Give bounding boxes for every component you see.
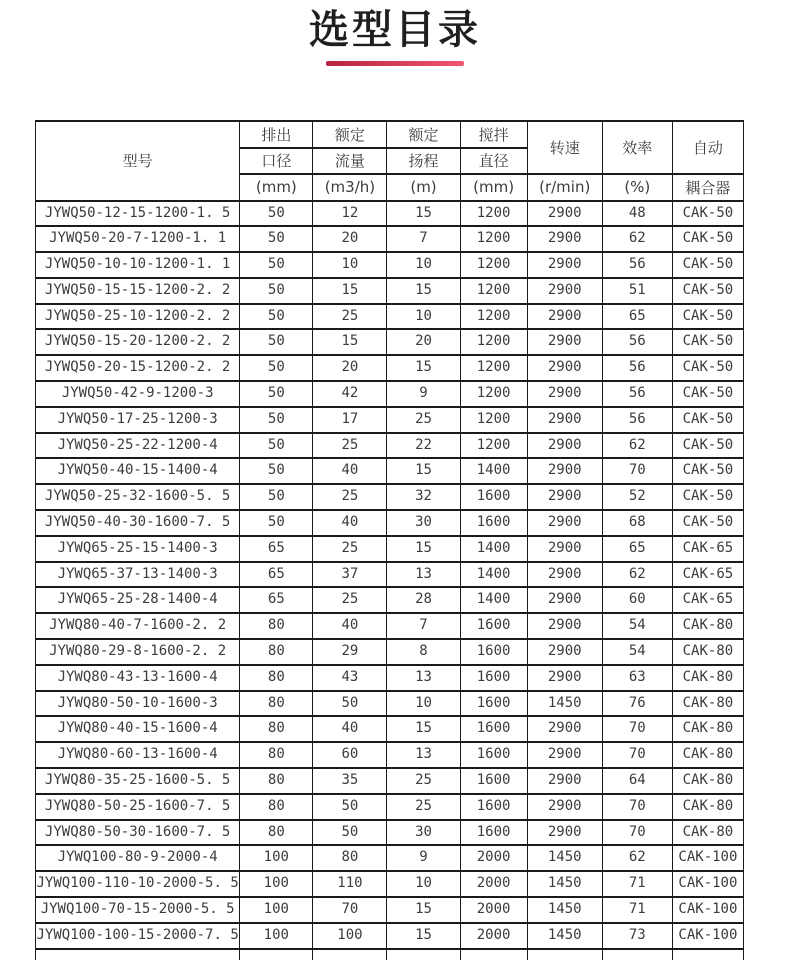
cell-discharge_mm: 65	[240, 587, 313, 613]
cell-stir_mm: 2000	[460, 897, 527, 923]
header-discharge-unit: (mm)	[240, 174, 313, 201]
cell-flow_m3h: 25	[313, 587, 387, 613]
cell-coupling: CAK-50	[672, 484, 743, 510]
cell-model: JYWQ50-42-9-1200-3	[36, 381, 240, 407]
cell-stir_mm: 1200	[460, 278, 527, 304]
cell-speed_rmin: 2900	[527, 820, 602, 846]
cell-head_m: 25	[387, 794, 460, 820]
cell-model: JYWQ50-25-10-1200-2. 2	[36, 304, 240, 330]
cell-coupling: CAK-80	[672, 820, 743, 846]
cell-flow_m3h: 15	[313, 329, 387, 355]
cell-speed_rmin: 1450	[527, 871, 602, 897]
cell-stir_mm: 1200	[460, 304, 527, 330]
page-title: 选型目录	[309, 7, 481, 53]
table-row	[36, 613, 744, 639]
cell-flow_m3h: 50	[313, 691, 387, 717]
cell-discharge_mm: 65	[240, 536, 313, 562]
cell-head_m: 25	[387, 407, 460, 433]
header-row-1	[36, 121, 744, 148]
table-row	[36, 871, 744, 897]
cell-efficiency_pct: 56	[602, 407, 672, 433]
header-efficiency-unit: (%)	[602, 174, 672, 201]
cell-model: JYWQ65-25-28-1400-4	[36, 587, 240, 613]
cell-model: JYWQ100-70-15-2000-5. 5	[36, 897, 240, 923]
cell-coupling: CAK-100	[672, 871, 743, 897]
cell-stir_mm: 1600	[460, 768, 527, 794]
cell-empty	[313, 949, 387, 960]
cell-coupling: CAK-80	[672, 742, 743, 768]
cell-discharge_mm: 50	[240, 381, 313, 407]
cell-stir_mm: 1600	[460, 794, 527, 820]
cell-discharge_mm: 80	[240, 768, 313, 794]
cell-coupling: CAK-80	[672, 691, 743, 717]
cell-head_m: 8	[387, 639, 460, 665]
cell-model: JYWQ80-50-25-1600-7. 5	[36, 794, 240, 820]
cell-speed_rmin: 2900	[527, 665, 602, 691]
cell-model: JYWQ100-80-9-2000-4	[36, 845, 240, 871]
cell-efficiency_pct: 70	[602, 458, 672, 484]
cell-speed_rmin: 2900	[527, 510, 602, 536]
cell-model: JYWQ50-20-7-1200-1. 1	[36, 226, 240, 252]
cell-speed_rmin: 2900	[527, 794, 602, 820]
cell-coupling: CAK-80	[672, 716, 743, 742]
cell-discharge_mm: 80	[240, 665, 313, 691]
table-row	[36, 716, 744, 742]
cell-model: JYWQ50-25-32-1600-5. 5	[36, 484, 240, 510]
cell-empty	[387, 949, 460, 960]
cell-stir_mm: 1600	[460, 742, 527, 768]
cell-flow_m3h: 70	[313, 897, 387, 923]
cell-efficiency_pct: 64	[602, 768, 672, 794]
cell-flow_m3h: 42	[313, 381, 387, 407]
cell-flow_m3h: 12	[313, 201, 387, 227]
cell-empty	[527, 949, 602, 960]
cell-speed_rmin: 1450	[527, 845, 602, 871]
cell-head_m: 20	[387, 329, 460, 355]
cell-discharge_mm: 50	[240, 226, 313, 252]
cell-model: JYWQ50-17-25-1200-3	[36, 407, 240, 433]
cell-speed_rmin: 2900	[527, 329, 602, 355]
cell-discharge_mm: 50	[240, 510, 313, 536]
cell-speed_rmin: 2900	[527, 639, 602, 665]
header-stir-line2: 直径	[460, 148, 527, 175]
cell-efficiency_pct: 68	[602, 510, 672, 536]
cell-efficiency_pct: 65	[602, 304, 672, 330]
cell-discharge_mm: 50	[240, 433, 313, 459]
cell-discharge_mm: 50	[240, 201, 313, 227]
header-efficiency: 效率	[602, 121, 672, 174]
cell-model: JYWQ80-50-10-1600-3	[36, 691, 240, 717]
cell-flow_m3h: 40	[313, 613, 387, 639]
table-row	[36, 768, 744, 794]
cell-discharge_mm: 50	[240, 355, 313, 381]
cell-flow_m3h: 25	[313, 304, 387, 330]
cell-stir_mm: 2000	[460, 871, 527, 897]
cell-coupling: CAK-80	[672, 639, 743, 665]
cell-head_m: 13	[387, 742, 460, 768]
cell-discharge_mm: 80	[240, 691, 313, 717]
cell-stir_mm: 1200	[460, 329, 527, 355]
cell-stir_mm: 1600	[460, 510, 527, 536]
cell-stir_mm: 1400	[460, 587, 527, 613]
cell-flow_m3h: 110	[313, 871, 387, 897]
cell-speed_rmin: 2900	[527, 536, 602, 562]
cell-stir_mm: 1400	[460, 458, 527, 484]
cell-discharge_mm: 50	[240, 252, 313, 278]
cell-head_m: 9	[387, 845, 460, 871]
pump-selection-table	[35, 120, 744, 960]
cell-discharge_mm: 100	[240, 871, 313, 897]
cell-stir_mm: 1600	[460, 484, 527, 510]
cell-speed_rmin: 2900	[527, 742, 602, 768]
header-speed: 转速	[527, 121, 602, 174]
cell-flow_m3h: 20	[313, 355, 387, 381]
cell-efficiency_pct: 56	[602, 252, 672, 278]
cell-efficiency_pct: 71	[602, 897, 672, 923]
cell-stir_mm: 1600	[460, 639, 527, 665]
cell-flow_m3h: 37	[313, 562, 387, 588]
cell-discharge_mm: 100	[240, 845, 313, 871]
cell-speed_rmin: 2900	[527, 433, 602, 459]
cell-flow_m3h: 10	[313, 252, 387, 278]
cell-model: JYWQ80-40-15-1600-4	[36, 716, 240, 742]
cell-speed_rmin: 1450	[527, 691, 602, 717]
cell-speed_rmin: 2900	[527, 716, 602, 742]
cell-efficiency_pct: 54	[602, 613, 672, 639]
cell-discharge_mm: 50	[240, 304, 313, 330]
cell-coupling: CAK-50	[672, 381, 743, 407]
cell-stir_mm: 1200	[460, 433, 527, 459]
table-row	[36, 458, 744, 484]
cell-head_m: 10	[387, 691, 460, 717]
cell-model: JYWQ100-110-10-2000-5. 5	[36, 871, 240, 897]
cell-discharge_mm: 80	[240, 742, 313, 768]
cell-flow_m3h: 50	[313, 820, 387, 846]
cell-discharge_mm: 50	[240, 278, 313, 304]
header-head-line1: 额定	[387, 121, 460, 148]
cell-efficiency_pct: 73	[602, 923, 672, 949]
header-flow-unit: (m3/h)	[313, 174, 387, 201]
cell-stir_mm: 1200	[460, 407, 527, 433]
cell-speed_rmin: 2900	[527, 381, 602, 407]
cell-stir_mm: 1600	[460, 716, 527, 742]
cell-coupling: CAK-50	[672, 407, 743, 433]
table-row	[36, 820, 744, 846]
table-row	[36, 304, 744, 330]
cell-coupling: CAK-50	[672, 433, 743, 459]
cell-empty	[672, 949, 743, 960]
cell-coupling: CAK-80	[672, 665, 743, 691]
cell-discharge_mm: 65	[240, 562, 313, 588]
cell-head_m: 32	[387, 484, 460, 510]
cell-efficiency_pct: 56	[602, 381, 672, 407]
cell-stir_mm: 1600	[460, 665, 527, 691]
cell-speed_rmin: 2900	[527, 278, 602, 304]
cell-empty	[602, 949, 672, 960]
cell-speed_rmin: 2900	[527, 587, 602, 613]
cell-empty	[240, 949, 313, 960]
table-row	[36, 510, 744, 536]
cell-flow_m3h: 17	[313, 407, 387, 433]
cell-model: JYWQ80-40-7-1600-2. 2	[36, 613, 240, 639]
cell-coupling: CAK-65	[672, 587, 743, 613]
cell-speed_rmin: 2900	[527, 201, 602, 227]
cell-efficiency_pct: 51	[602, 278, 672, 304]
cell-efficiency_pct: 60	[602, 587, 672, 613]
table-row	[36, 897, 744, 923]
cell-stir_mm: 1200	[460, 252, 527, 278]
cell-head_m: 15	[387, 278, 460, 304]
cell-flow_m3h: 40	[313, 716, 387, 742]
cell-stir_mm: 1200	[460, 201, 527, 227]
table-row	[36, 691, 744, 717]
cell-model: JYWQ65-25-15-1400-3	[36, 536, 240, 562]
cell-coupling: CAK-80	[672, 613, 743, 639]
cell-coupling: CAK-50	[672, 329, 743, 355]
cell-head_m: 25	[387, 768, 460, 794]
cell-coupling: CAK-80	[672, 794, 743, 820]
cell-head_m: 15	[387, 201, 460, 227]
table-row	[36, 587, 744, 613]
cell-model: JYWQ50-10-10-1200-1. 1	[36, 252, 240, 278]
cell-coupling: CAK-100	[672, 845, 743, 871]
cell-flow_m3h: 25	[313, 433, 387, 459]
cell-efficiency_pct: 70	[602, 794, 672, 820]
cell-efficiency_pct: 56	[602, 329, 672, 355]
cell-model: JYWQ65-37-13-1400-3	[36, 562, 240, 588]
table-row	[36, 845, 744, 871]
cell-head_m: 7	[387, 226, 460, 252]
cell-flow_m3h: 20	[313, 226, 387, 252]
table-row	[36, 923, 744, 949]
cell-head_m: 13	[387, 665, 460, 691]
table-row	[36, 794, 744, 820]
cell-flow_m3h: 43	[313, 665, 387, 691]
cell-efficiency_pct: 56	[602, 355, 672, 381]
cell-speed_rmin: 2900	[527, 304, 602, 330]
cell-coupling: CAK-50	[672, 201, 743, 227]
cell-coupling: CAK-50	[672, 304, 743, 330]
cell-discharge_mm: 80	[240, 820, 313, 846]
cell-flow_m3h: 15	[313, 278, 387, 304]
cell-model: JYWQ100-100-15-2000-7. 5	[36, 923, 240, 949]
cell-efficiency_pct: 62	[602, 845, 672, 871]
table-row	[36, 252, 744, 278]
table-row	[36, 536, 744, 562]
cell-flow_m3h: 40	[313, 510, 387, 536]
table-row-partial	[36, 949, 744, 960]
cell-efficiency_pct: 63	[602, 665, 672, 691]
cell-discharge_mm: 50	[240, 484, 313, 510]
cell-speed_rmin: 2900	[527, 407, 602, 433]
table-row	[36, 226, 744, 252]
cell-stir_mm: 1400	[460, 562, 527, 588]
cell-efficiency_pct: 62	[602, 562, 672, 588]
table-row	[36, 484, 744, 510]
table-row	[36, 639, 744, 665]
cell-empty	[36, 949, 240, 960]
cell-efficiency_pct: 76	[602, 691, 672, 717]
cell-head_m: 22	[387, 433, 460, 459]
cell-discharge_mm: 80	[240, 716, 313, 742]
table-row	[36, 329, 744, 355]
cell-model: JYWQ50-40-15-1400-4	[36, 458, 240, 484]
cell-coupling: CAK-50	[672, 226, 743, 252]
table-row	[36, 407, 744, 433]
table-row	[36, 433, 744, 459]
cell-flow_m3h: 25	[313, 484, 387, 510]
cell-flow_m3h: 35	[313, 768, 387, 794]
cell-stir_mm: 1200	[460, 381, 527, 407]
cell-head_m: 15	[387, 458, 460, 484]
cell-speed_rmin: 1450	[527, 923, 602, 949]
cell-model: JYWQ80-43-13-1600-4	[36, 665, 240, 691]
cell-discharge_mm: 50	[240, 458, 313, 484]
table-row	[36, 665, 744, 691]
header-flow-line1: 额定	[313, 121, 387, 148]
header-discharge-line1: 排出	[240, 121, 313, 148]
cell-head_m: 10	[387, 304, 460, 330]
header-coupling-line1: 自动	[672, 121, 743, 174]
cell-head_m: 9	[387, 381, 460, 407]
cell-empty	[460, 949, 527, 960]
header-coupling-line2: 耦合器	[672, 174, 743, 201]
cell-model: JYWQ50-20-15-1200-2. 2	[36, 355, 240, 381]
cell-efficiency_pct: 71	[602, 871, 672, 897]
cell-efficiency_pct: 52	[602, 484, 672, 510]
cell-model: JYWQ50-15-20-1200-2. 2	[36, 329, 240, 355]
cell-coupling: CAK-80	[672, 768, 743, 794]
cell-head_m: 13	[387, 562, 460, 588]
cell-coupling: CAK-50	[672, 278, 743, 304]
cell-coupling: CAK-65	[672, 562, 743, 588]
cell-head_m: 15	[387, 536, 460, 562]
table-row	[36, 278, 744, 304]
table-row	[36, 381, 744, 407]
cell-stir_mm: 1200	[460, 355, 527, 381]
cell-efficiency_pct: 62	[602, 433, 672, 459]
cell-speed_rmin: 2900	[527, 613, 602, 639]
cell-speed_rmin: 2900	[527, 355, 602, 381]
cell-efficiency_pct: 62	[602, 226, 672, 252]
cell-speed_rmin: 2900	[527, 484, 602, 510]
cell-efficiency_pct: 70	[602, 820, 672, 846]
cell-efficiency_pct: 70	[602, 716, 672, 742]
cell-coupling: CAK-100	[672, 923, 743, 949]
cell-speed_rmin: 2900	[527, 226, 602, 252]
table-row	[36, 562, 744, 588]
cell-head_m: 15	[387, 716, 460, 742]
header-head-line2: 扬程	[387, 148, 460, 175]
cell-flow_m3h: 100	[313, 923, 387, 949]
cell-model: JYWQ50-25-22-1200-4	[36, 433, 240, 459]
cell-flow_m3h: 29	[313, 639, 387, 665]
cell-stir_mm: 1200	[460, 226, 527, 252]
table-header	[36, 121, 744, 201]
cell-discharge_mm: 80	[240, 639, 313, 665]
table-body	[36, 201, 744, 960]
cell-head_m: 10	[387, 252, 460, 278]
cell-coupling: CAK-50	[672, 510, 743, 536]
cell-coupling: CAK-50	[672, 252, 743, 278]
cell-flow_m3h: 50	[313, 794, 387, 820]
cell-model: JYWQ50-12-15-1200-1. 5	[36, 201, 240, 227]
cell-discharge_mm: 80	[240, 613, 313, 639]
cell-head_m: 10	[387, 871, 460, 897]
header-stir-unit: (mm)	[460, 174, 527, 201]
table-row	[36, 742, 744, 768]
cell-head_m: 7	[387, 613, 460, 639]
cell-flow_m3h: 80	[313, 845, 387, 871]
cell-flow_m3h: 25	[313, 536, 387, 562]
cell-coupling: CAK-100	[672, 897, 743, 923]
cell-coupling: CAK-65	[672, 536, 743, 562]
cell-efficiency_pct: 48	[602, 201, 672, 227]
cell-head_m: 15	[387, 923, 460, 949]
cell-speed_rmin: 2900	[527, 768, 602, 794]
header-flow-line2: 流量	[313, 148, 387, 175]
cell-flow_m3h: 40	[313, 458, 387, 484]
cell-discharge_mm: 50	[240, 407, 313, 433]
cell-speed_rmin: 1450	[527, 897, 602, 923]
cell-model: JYWQ80-29-8-1600-2. 2	[36, 639, 240, 665]
cell-speed_rmin: 2900	[527, 458, 602, 484]
cell-stir_mm: 1600	[460, 820, 527, 846]
cell-model: JYWQ80-50-30-1600-7. 5	[36, 820, 240, 846]
cell-speed_rmin: 2900	[527, 562, 602, 588]
cell-model: JYWQ80-35-25-1600-5. 5	[36, 768, 240, 794]
cell-head_m: 15	[387, 897, 460, 923]
cell-stir_mm: 1600	[460, 613, 527, 639]
header-stir-line1: 搅拌	[460, 121, 527, 148]
cell-model: JYWQ50-15-15-1200-2. 2	[36, 278, 240, 304]
cell-coupling: CAK-50	[672, 458, 743, 484]
title-underline-accent	[326, 61, 464, 66]
cell-stir_mm: 2000	[460, 845, 527, 871]
cell-efficiency_pct: 65	[602, 536, 672, 562]
cell-head_m: 30	[387, 510, 460, 536]
cell-speed_rmin: 2900	[527, 252, 602, 278]
cell-stir_mm: 2000	[460, 923, 527, 949]
cell-head_m: 15	[387, 355, 460, 381]
cell-head_m: 30	[387, 820, 460, 846]
cell-stir_mm: 1400	[460, 536, 527, 562]
cell-head_m: 28	[387, 587, 460, 613]
cell-discharge_mm: 100	[240, 897, 313, 923]
header-speed-unit: (r/min)	[527, 174, 602, 201]
header-discharge-line2: 口径	[240, 148, 313, 175]
cell-coupling: CAK-50	[672, 355, 743, 381]
header-model: 型号	[36, 121, 240, 201]
cell-efficiency_pct: 70	[602, 742, 672, 768]
cell-model: JYWQ80-60-13-1600-4	[36, 742, 240, 768]
cell-discharge_mm: 50	[240, 329, 313, 355]
cell-efficiency_pct: 54	[602, 639, 672, 665]
table-row	[36, 355, 744, 381]
cell-flow_m3h: 60	[313, 742, 387, 768]
table-row	[36, 201, 744, 227]
header-head-unit: (m)	[387, 174, 460, 201]
cell-discharge_mm: 100	[240, 923, 313, 949]
cell-stir_mm: 1600	[460, 691, 527, 717]
cell-discharge_mm: 80	[240, 794, 313, 820]
cell-model: JYWQ50-40-30-1600-7. 5	[36, 510, 240, 536]
